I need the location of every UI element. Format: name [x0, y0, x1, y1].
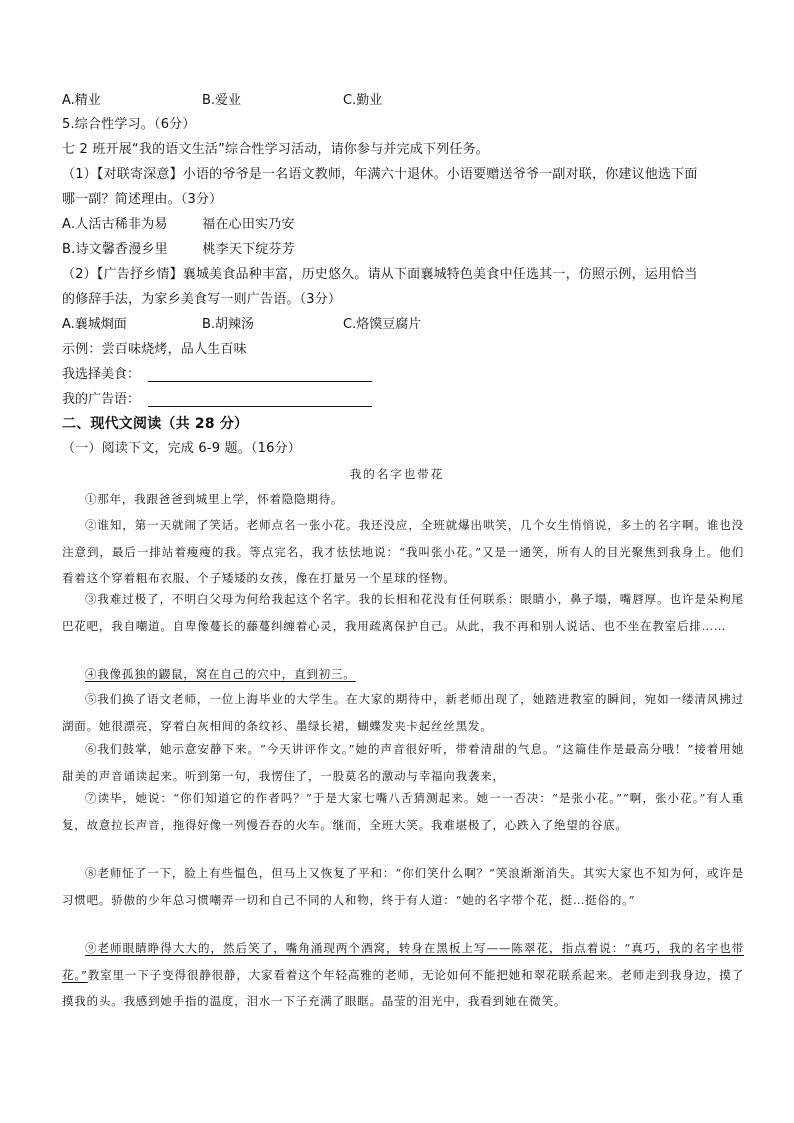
choose-food-label: 我选择美食：	[62, 367, 141, 382]
example-text: 示例：尝百味烧烤，品人生百味	[62, 342, 247, 357]
article-title: 我的名字也带花	[349, 467, 445, 481]
food-option-b: B.胡辣汤	[202, 317, 255, 332]
question-5-title: 5.综合性学习。（6分）	[62, 117, 196, 132]
article-paragraph-4: ④我像孤独的鼹鼠，窝在自己的穴中，直到初三。	[85, 667, 356, 681]
food-option-c: C.烙馍豆腐片	[343, 317, 422, 332]
task-2-line-2: 的修辞手法，为家乡美食写一则广告语。（3分）	[62, 292, 342, 307]
choose-food-blank[interactable]	[148, 380, 372, 382]
part-1-instruction: （一）阅读下文，完成 6-9 题。（16分）	[62, 441, 301, 456]
task-1-line-1: （1）【对联寄深意】小语的爷爷是一名语文教师，年满六十退休。小语要赠送爷爷一副对联，你建议他选下面	[62, 167, 698, 182]
question-5-intro: 七 2 班开展“我的语文生活”综合性学习活动，请你参与并完成下列任务。	[62, 142, 490, 157]
article-paragraph-7: ⑦读毕，她说：“你们知道它的作者吗？”于是大家七嘴八舌猜测起来。她一一否决：“是张小花。”“啊，张小花。”有人重复，故意拉长声音，拖得好像一列慢吞吞的火车。继而，全班大笑。我难堪极了，心跌入了绝望的谷底。	[62, 791, 744, 832]
section-2-title: 二、现代文阅读（共 28 分）	[62, 416, 249, 432]
couplet-option-a: A.人活古稀非为易 福在心田实乃安	[62, 217, 295, 232]
article-paragraph-9	[62, 935, 744, 1015]
option-c: C.勤业	[343, 93, 383, 108]
article-paragraph-5: ⑤我们换了语文老师，一位上海毕业的大学生。在大家的期待中，新老师出现了，她踏进教室的瞬间，宛如一缕清风拂过湖面。她很漂亮，穿着白灰相间的条纹衫、墨绿长裙，蝴蝶发夹卡起丝丝黑发。	[62, 692, 744, 733]
option-a: A.精业	[62, 93, 101, 108]
slogan-label: 我的广告语：	[62, 392, 141, 407]
article-paragraph-8: ⑧老师怔了一下，脸上有些愠色，但马上又恢复了平和：“你们笑什么啊？”笑浪渐渐消失。其实大家也不知为何，或许是习惯吧。骄傲的少年总习惯嘲弄一切和自己不同的人和物，终于有人道：“她的名字带个花，挺…挺俗的。”	[62, 866, 744, 907]
slogan-blank[interactable]	[148, 405, 372, 407]
option-b: B.爱业	[202, 93, 242, 108]
article-paragraph-9-rest: 教室里一下子变得很静很静，大家看着这个年轻高雅的老师，无论如何不能把她和翠花联系起来。老师走到我身边，摸了摸我的头。我感到她手指的温度，泪水一下子充满了眼眶。晶莹的泪光中，我看到她在微笑。	[62, 967, 744, 1008]
task-2-line-1: （2）【广告抒乡情】襄城美食品种丰富，历史悠久。请从下面襄城特色美食中任选其一，仿照示例，运用恰当	[62, 267, 698, 282]
article-paragraph-1: ①那年，我跟爸爸到城里上学，怀着隐隐期待。	[85, 492, 344, 506]
food-option-a: A.襄城烱面	[62, 317, 127, 332]
article-paragraph-2: ②谁知，第一天就闹了笑话。老师点名一张小花。我还没应，全班就爆出哄笑，几个女生悄悄说，多土的名字啊。谁也没注意到，最后一排站着瘦瘦的我。等点完名，我才怯怯地说：“我叫张小花。”又是一通笑，所有人的目光聚焦到我身上。他们看着这个穿着粗布衣服、个子矮矮的女孩，像在打量另一个星球的怪物。	[62, 518, 744, 585]
task-1-line-2: 哪一副？简述理由。（3分）	[62, 192, 223, 207]
article-paragraph-6: ⑥我们鼓掌，她示意安静下来。“今天讲评作文。”她的声音很好听，带着清甜的气息。“这篇佳作是最高分哦！”接着用她甜美的声音诵读起来。听到第一句，我愣住了，一股莫名的激动与幸福向我袭来，	[62, 742, 744, 783]
couplet-option-b: B.诗文馨香漫乡里 桃李天下绽芬芳	[62, 242, 295, 257]
article-paragraph-9-underlined: ⑨老师眼睛睁得大大的，然后笑了，嘴角涌现两个酒窝，转身在黑板上写——陈翠花，指点着说：“真巧，我的名字也带花。”	[62, 941, 744, 982]
article-paragraph-3: ③我难过极了，不明白父母为何给我起这个名字。我的长相和花没有任何联系：眼睛小，鼻子塌，嘴唇厚。也许是朵枸尾巴花吧，我自嘲道。自卑像蔓长的藤蔓纠缠着心灵，我用疏离保护自己。从此，我不再和别人说话、也不坐在教室后排……	[62, 592, 744, 633]
